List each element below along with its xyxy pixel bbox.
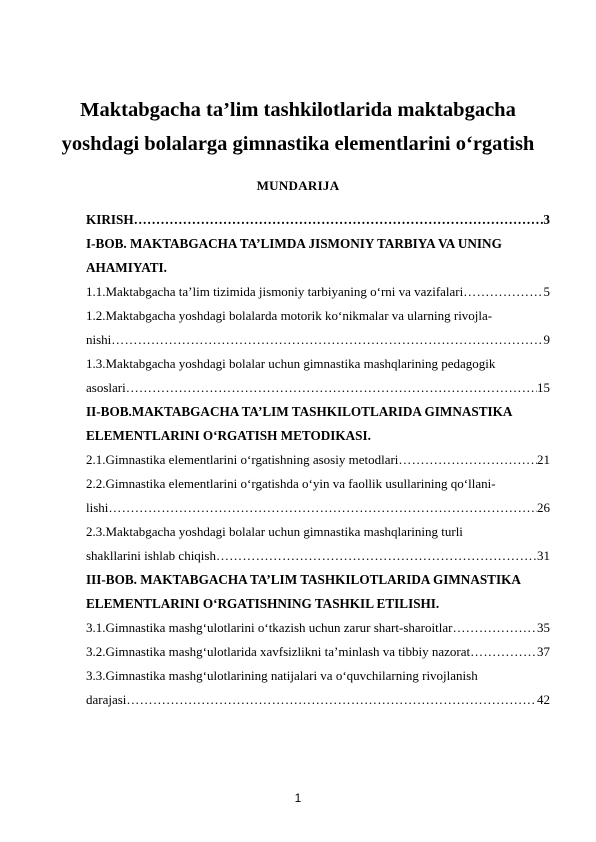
toc-chapter-1-heading (86, 232, 550, 256)
toc-entry-text: II-BOB.MAKTABGACHA TA’LIM TASHKILOTLARIDA GIMNASTIKA (86, 404, 513, 419)
toc-entry-2-2-cont (86, 496, 550, 520)
toc-chapter-2-heading (86, 400, 550, 424)
toc-page-number: 15 (537, 380, 550, 395)
toc-entry-text: darajasi (86, 692, 127, 707)
toc-entry-text: 2.1.Gimnastika elementlarini o‘rgatishning asosiy metodlari (86, 452, 399, 467)
toc-entry-1-3-cont (86, 376, 550, 400)
toc-entry-text: nishi (86, 332, 112, 347)
toc-entry-2-1 (86, 448, 550, 472)
contents-heading: MUNDARIJA (256, 178, 340, 193)
page-number: 1 (294, 791, 302, 805)
toc-entry-text: lishi (86, 500, 109, 515)
toc-leader-dots (111, 328, 543, 352)
toc-page-number: 3 (543, 212, 550, 227)
toc-page-number: 5 (543, 284, 550, 299)
toc-entry-1-3 (86, 352, 550, 376)
toc-entry-text: 1.1.Maktabgacha ta’lim tizimida jismoniy tarbiyaning o‘rni va vazifalari (86, 284, 464, 299)
toc-entry-text: III-BOB. MAKTABGACHA TA’LIM TASHKILOTLARIDA GIMNASTIKA (86, 572, 521, 587)
toc-entry-3-1 (86, 616, 550, 640)
toc-entry-text: 1.3.Maktabgacha yoshdagi bolalar uchun gimnastika mashqlarining pedagogik (86, 356, 496, 371)
toc-entry-3-2 (86, 640, 550, 664)
toc-entry-text: 3.1.Gimnastika mashg‘ulotlarini o‘tkazish uchun zarur shart-sharoitlar (86, 620, 453, 635)
toc-entry-text: I-BOB. MAKTABGACHA TA’LIMDA JISMONIY TARBIYA VA UNING (86, 236, 502, 251)
toc-leader-dots (126, 376, 537, 400)
document-title-line-2: yoshdagi bolalarga gimnastika elementlarini o‘rgatish (61, 133, 535, 155)
toc-entry-2-3 (86, 520, 550, 544)
toc-leader-dots (470, 640, 537, 664)
toc-entry-text: 1.2.Maktabgacha yoshdagi bolalarda motorik ko‘nikmalar va ularning rivojla- (86, 308, 493, 323)
toc-leader-dots (463, 280, 543, 304)
toc-leader-dots (126, 688, 537, 712)
toc-chapter-2-heading-cont (86, 424, 550, 448)
toc-entry-text: 3.3.Gimnastika mashg‘ulotlarining natijalari va o‘quvchilarning rivojlanish (86, 668, 478, 683)
toc-leader-dots (398, 448, 537, 472)
toc-leader-dots (452, 616, 537, 640)
toc-entry-text: shakllarini ishlab chiqish (86, 548, 216, 563)
toc-page-number: 31 (537, 548, 550, 563)
toc-entry-3-3 (86, 664, 550, 688)
toc-entry-text: 2.2.Gimnastika elementlarini o‘rgatishda o‘yin va faollik usullarining qo‘llani- (86, 476, 496, 491)
toc-leader-dots (216, 544, 537, 568)
toc-entry-text: AHAMIYATI. (86, 260, 167, 275)
toc-leader-dots (134, 208, 544, 232)
toc-page-number: 9 (543, 332, 550, 347)
toc-entry-kirish (86, 208, 550, 232)
toc-page-number: 37 (537, 644, 550, 659)
toc-page-number: 26 (537, 500, 550, 515)
toc-entry-3-3-cont (86, 688, 550, 712)
toc-entry-text: ELEMENTLARINI O‘RGATISH METODIKASI. (86, 428, 371, 443)
table-of-contents (86, 208, 550, 712)
toc-entry-1-2 (86, 304, 550, 328)
toc-chapter-3-heading (86, 568, 550, 592)
toc-entry-1-1 (86, 280, 550, 304)
toc-page-number: 21 (537, 452, 550, 467)
toc-entry-text: 3.2.Gimnastika mashg‘ulotlarida xavfsizlikni ta’minlash va tibbiy nazorat (86, 644, 471, 659)
toc-chapter-3-heading-cont (86, 592, 550, 616)
toc-entry-text: ELEMENTLARINI O‘RGATISHNING TASHKIL ETILISHI. (86, 596, 440, 611)
toc-entry-text: asoslari (86, 380, 126, 395)
toc-entry-1-2-cont (86, 328, 550, 352)
toc-chapter-1-heading-cont (86, 256, 550, 280)
toc-page-number: 35 (537, 620, 550, 635)
toc-entry-2-3-cont (86, 544, 550, 568)
toc-page-number: 42 (537, 692, 550, 707)
toc-leader-dots (108, 496, 537, 520)
document-title-line-1: Maktabgacha ta’lim tashkilotlarida maktabgacha (80, 99, 516, 121)
toc-entry-text: 2.3.Maktabgacha yoshdagi bolalar uchun gimnastika mashqlarining turli (86, 524, 463, 539)
toc-entry-text: KIRISH (86, 212, 134, 227)
toc-entry-2-2 (86, 472, 550, 496)
